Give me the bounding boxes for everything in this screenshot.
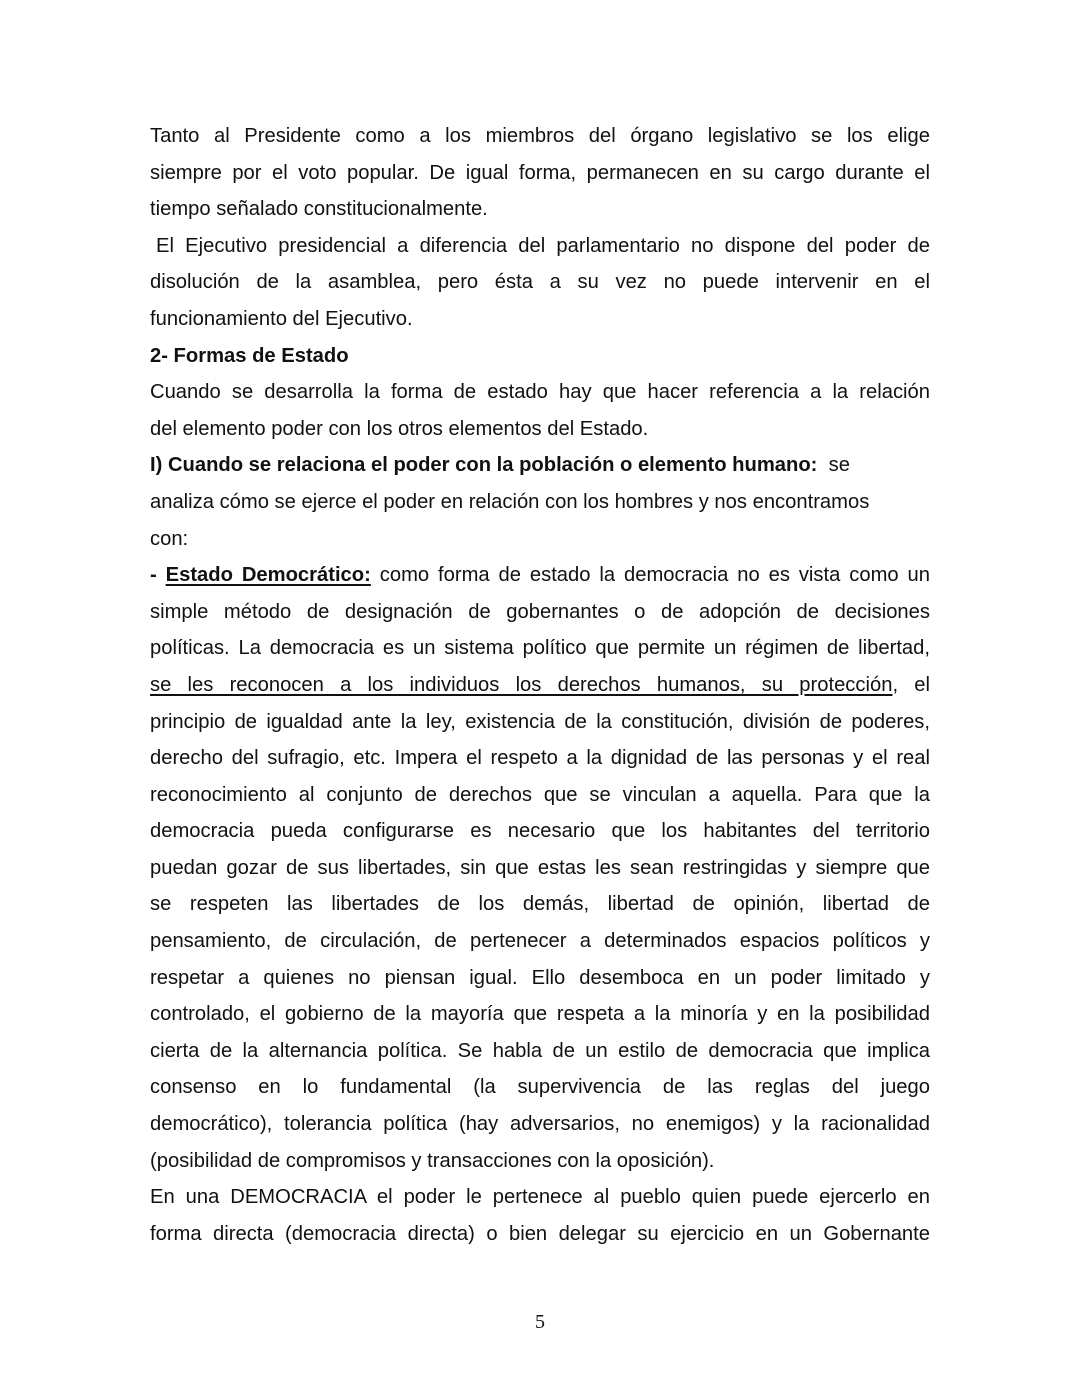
text-line: políticas. La democracia es un sistema político que permite un régimen de libertad, [150, 637, 930, 660]
section-heading: 2- Formas de Estado [150, 344, 349, 367]
text-line: El Ejecutivo presidencial a diferencia del parlamentario no dispone del poder de [156, 234, 930, 257]
term-dash: - [150, 564, 166, 587]
text-line: del elemento poder con los otros elementos del Estado. [150, 417, 649, 440]
text-line: siempre por el voto popular. De igual forma, permanecen en su cargo durante el [150, 161, 930, 184]
text-line: disolución de la asamblea, pero ésta a su vez no puede intervenir en el [150, 271, 930, 294]
text-line: Tanto al Presidente como a los miembros del órgano legislativo se los elige [150, 125, 930, 147]
text-line: pensamiento, de circulación, de pertenecer a determinados espacios políticos y [150, 930, 930, 953]
text-line: tiempo señalado constitucionalmente. [150, 198, 488, 221]
text-line: democracia pueda configurarse es necesario que los habitantes del territorio [150, 820, 930, 843]
body-text [150, 118, 930, 1252]
text-line: puedan gozar de sus libertades, sin que estas les sean restringidas y siempre que [150, 856, 930, 879]
text-line: funcionamiento del Ejecutivo. [150, 307, 413, 330]
text-line: se respeten las libertades de los demás, libertad de opinión, libertad de [150, 893, 930, 916]
underlined-line [150, 667, 930, 704]
term-rest: como forma de estado la democracia no es vista como un [370, 564, 930, 587]
text-line: controlado, el gobierno de la mayoría que respeta a la minoría y en la posibilidad [150, 1003, 930, 1026]
text-line: democrático), tolerancia política (hay adversarios, no enemigos) y la racionalidad [150, 1113, 930, 1136]
text-line: con: [150, 527, 189, 550]
underlined-phrase: se les reconocen a los individuos los derechos humanos, su protección [150, 673, 893, 696]
text-line: derecho del sufragio, etc. Impera el respeto a la dignidad de las personas y el real [150, 747, 930, 770]
text-line: simple método de designación de gobernantes o de adopción de decisiones [150, 600, 930, 623]
subsection-rest: se [817, 454, 850, 477]
text-line: respetar a quienes no piensan igual. Ello desemboca en un poder limitado y [150, 966, 930, 989]
page-number: 5 [535, 1311, 545, 1333]
text-line: (posibilidad de compromisos y transacciones con la oposición). [150, 1149, 715, 1172]
text-line: En una DEMOCRACIA el poder le pertenece al pueblo quien puede ejercerlo en [150, 1186, 930, 1209]
term-estado-democratico: Estado Democrático: [165, 564, 371, 587]
subsection-heading: I) Cuando se relaciona el poder con la población o elemento humano: [150, 454, 818, 477]
underlined-line-rest: , el [892, 673, 930, 696]
text-line: analiza cómo se ejerce el poder en relación con los hombres y nos encontramos [150, 490, 870, 513]
text-line: principio de igualdad ante la ley, existencia de la constitución, división de poderes, [150, 710, 930, 733]
text-line: consenso en lo fundamental (la supervivencia de las reglas del juego [150, 1076, 930, 1099]
text-line: forma directa (democracia directa) o bien delegar su ejercicio en un Gobernante [150, 1222, 930, 1245]
text-line: reconocimiento al conjunto de derechos que se vinculan a aquella. Para que la [150, 783, 930, 806]
text-line: cierta de la alternancia política. Se habla de un estilo de democracia que implica [150, 1039, 930, 1062]
text-line: Cuando se desarrolla la forma de estado hay que hacer referencia a la relación [150, 381, 930, 404]
subsection-line [150, 447, 930, 484]
term-line [150, 557, 930, 594]
